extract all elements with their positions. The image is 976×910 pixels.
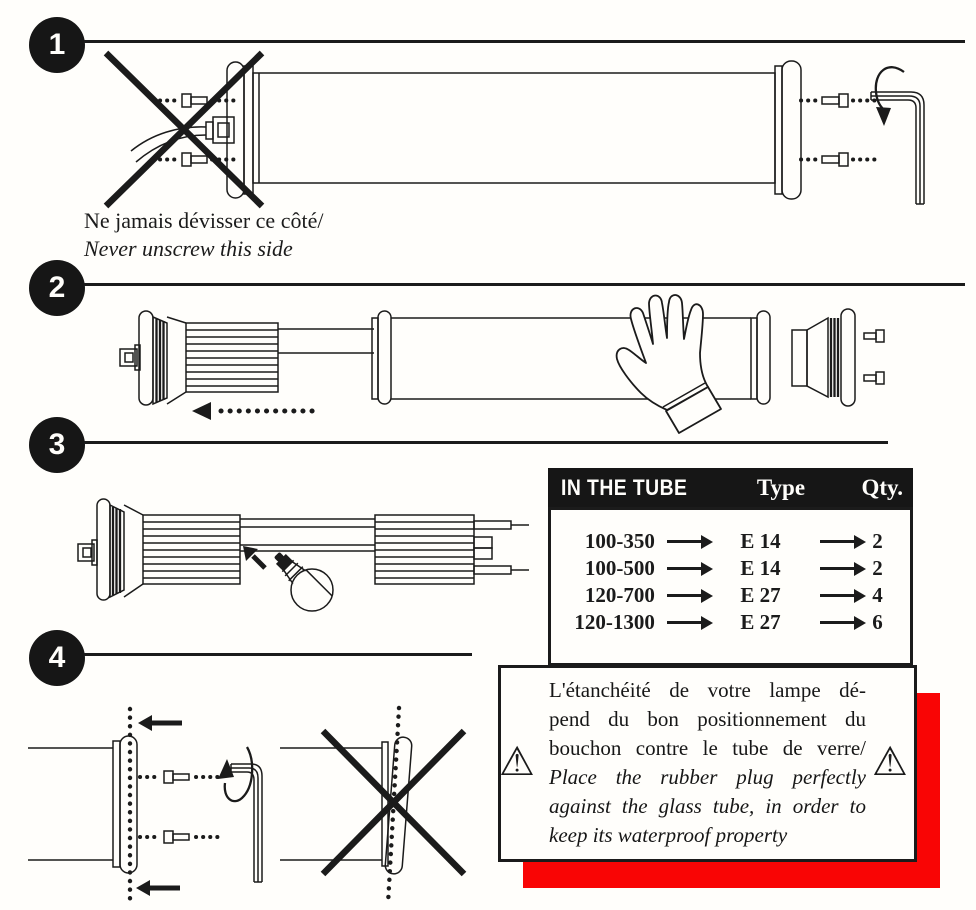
warning-triangle-icon: ⚠ — [872, 739, 908, 785]
warning-line-fr: L'étanchéité de votre lampe dé- — [549, 678, 866, 702]
lamp-holder-left — [143, 515, 240, 584]
bulb-table — [548, 468, 913, 666]
step-4-badge — [29, 630, 85, 686]
tube-size: 120-1300 — [574, 610, 655, 634]
tube-size: 100-500 — [584, 556, 655, 580]
hex-key-icon — [231, 764, 262, 882]
bulb-qty: 6 — [872, 610, 883, 634]
warning-triangle-icon: ⚠ — [499, 739, 535, 785]
rotate-arrow-icon — [218, 747, 252, 801]
right-arrow-icon — [667, 621, 701, 624]
slide-left-arrow-icon — [192, 402, 320, 420]
step-2-number: 2 — [48, 271, 66, 304]
step1-caption — [84, 207, 323, 263]
column-header-type: Type — [756, 475, 806, 500]
warning-line-en: Place the rubber plug perfectly — [549, 765, 866, 789]
cap-screws — [140, 771, 222, 843]
step-3-number: 3 — [48, 428, 66, 461]
lamp-holder-right — [375, 515, 529, 584]
step-4-rule — [84, 653, 472, 656]
bulb-icon — [243, 540, 342, 620]
right-arrow-icon — [820, 621, 854, 624]
column-header-qty: Qty. — [861, 475, 903, 500]
lamp-holder-cylinder — [186, 323, 374, 392]
bulb-qty: 2 — [872, 556, 883, 580]
right-arrow-icon — [667, 567, 701, 570]
right-arrow-icon — [820, 567, 854, 570]
right-screws — [801, 94, 877, 166]
bulb-type: E 27 — [740, 610, 781, 634]
warning-line-en: against the glass tube, in order to — [549, 794, 866, 818]
step-3-rule — [84, 441, 888, 444]
step-1-number: 1 — [48, 28, 66, 61]
cross-out-mark — [106, 53, 262, 206]
right-arrow-icon — [667, 594, 701, 597]
hand-glove-icon — [617, 295, 721, 433]
step1-illustration — [0, 40, 976, 220]
step1-caption-en: Never unscrew this side — [84, 236, 293, 261]
bulb-table-body — [548, 507, 913, 666]
table-row — [551, 582, 910, 609]
bulb-table-title: IN THE TUBE — [561, 474, 688, 500]
warning-line-fr: pend du bon positionnement du — [549, 707, 866, 731]
right-arrow-icon — [820, 540, 854, 543]
table-row — [551, 555, 910, 582]
step-4-number: 4 — [48, 641, 66, 674]
bulb-type: E 27 — [740, 583, 781, 607]
step-2-rule — [84, 283, 965, 286]
bulb-type: E 14 — [740, 556, 781, 580]
end-cap-assembly — [78, 499, 143, 600]
tube-end-correct — [28, 709, 182, 906]
right-arrow-icon — [820, 594, 854, 597]
bulb-table-header — [548, 468, 913, 507]
warning-text — [549, 678, 866, 852]
tube-size: 120-700 — [584, 583, 655, 607]
detached-cap — [792, 309, 884, 406]
warning-line-en: keep its waterproof property — [549, 823, 788, 847]
connecting-rods — [240, 519, 375, 551]
table-row — [551, 528, 910, 555]
bulb-qty: 2 — [872, 529, 883, 553]
glass-tube — [227, 61, 801, 199]
bulb-type: E 14 — [740, 529, 781, 553]
table-row — [551, 609, 910, 636]
step1-caption-fr: Ne jamais dévisser ce côté/ — [84, 208, 324, 233]
step2-illustration — [0, 290, 976, 440]
warning-line-fr: bouchon contre le tube de verre/ — [549, 736, 866, 760]
tube-size: 100-350 — [584, 529, 655, 553]
bulb-qty: 4 — [872, 583, 883, 607]
end-cap-assembly — [120, 311, 186, 405]
right-arrow-icon — [667, 540, 701, 543]
